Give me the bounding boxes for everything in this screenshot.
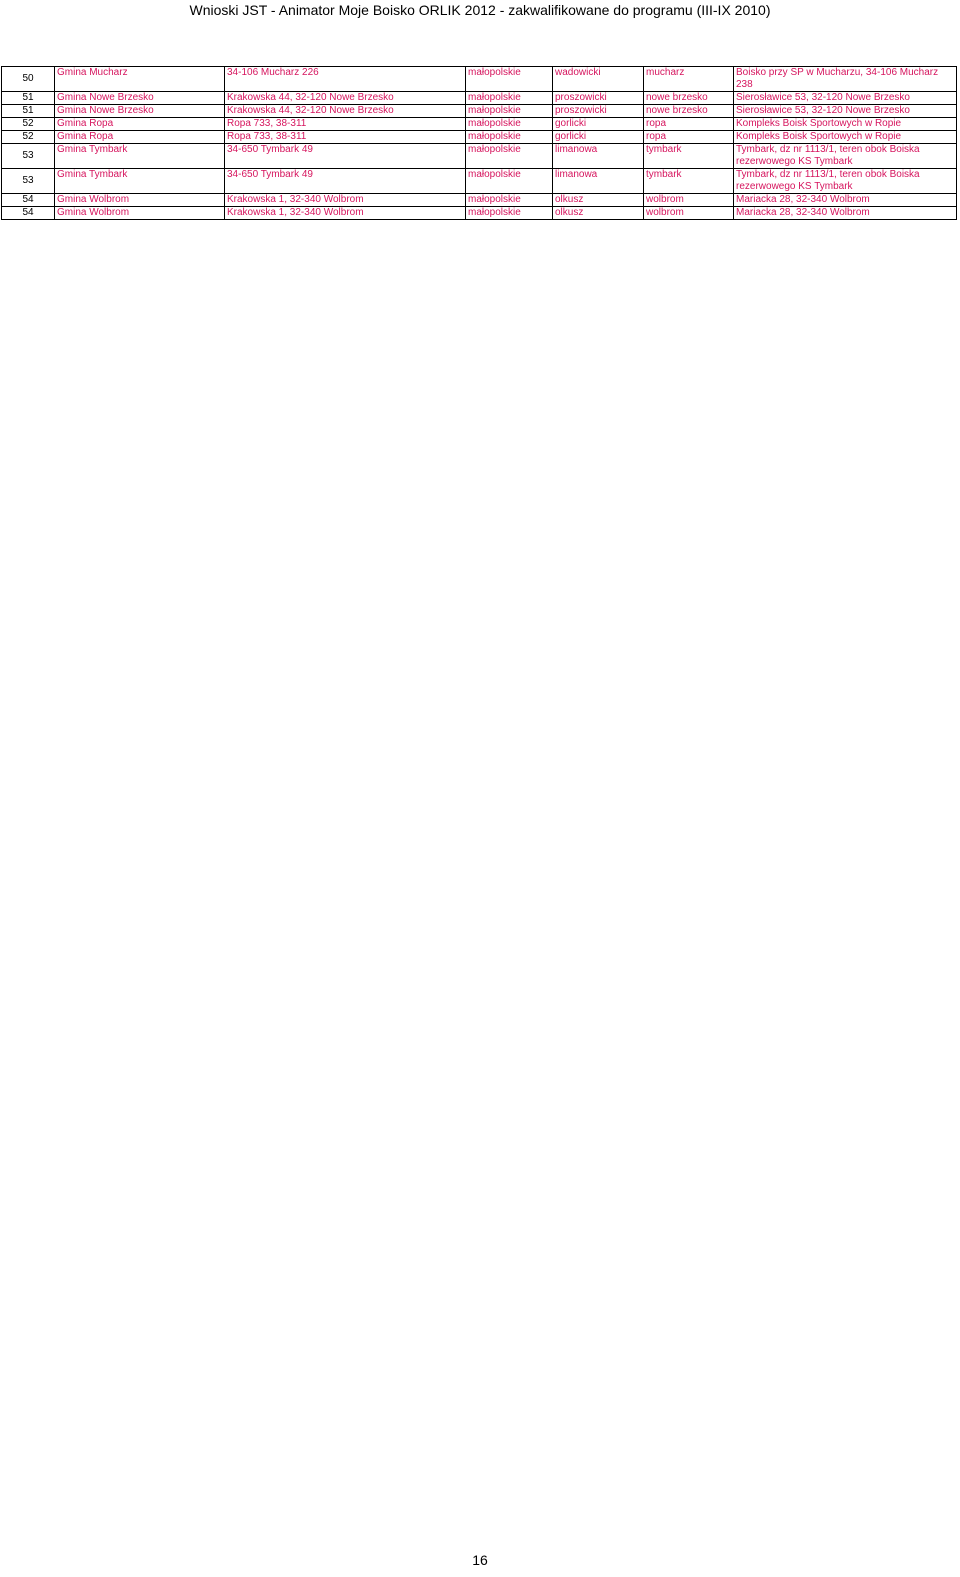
row-applicant-address: Krakowska 44, 32-120 Nowe Brzesko bbox=[225, 105, 466, 118]
row-commune: ropa bbox=[644, 131, 734, 144]
applications-table bbox=[1, 66, 957, 220]
row-county: limanowa bbox=[553, 144, 644, 169]
table-row bbox=[2, 92, 957, 105]
row-facility-address: Mariacka 28, 32-340 Wolbrom bbox=[734, 207, 957, 220]
row-county: proszowicki bbox=[553, 105, 644, 118]
row-voivodeship: małopolskie bbox=[466, 118, 553, 131]
row-commune: wolbrom bbox=[644, 194, 734, 207]
row-voivodeship: małopolskie bbox=[466, 207, 553, 220]
row-voivodeship: małopolskie bbox=[466, 105, 553, 118]
row-commune: tymbark bbox=[644, 169, 734, 194]
table-row bbox=[2, 144, 957, 169]
table-row bbox=[2, 169, 957, 194]
row-lp: 52 bbox=[2, 131, 55, 144]
row-applicant: Gmina Ropa bbox=[55, 118, 225, 131]
row-voivodeship: małopolskie bbox=[466, 144, 553, 169]
row-voivodeship: małopolskie bbox=[466, 131, 553, 144]
row-applicant: Gmina Ropa bbox=[55, 131, 225, 144]
page-header-title: Wnioski JST - Animator Moje Boisko ORLIK 2012 - zakwalifikowane do programu (III-IX 2010) bbox=[189, 2, 771, 18]
table-row bbox=[2, 194, 957, 207]
row-county: olkusz bbox=[553, 194, 644, 207]
row-commune: nowe brzesko bbox=[644, 92, 734, 105]
row-lp: 54 bbox=[2, 207, 55, 220]
row-applicant: Gmina Tymbark bbox=[55, 169, 225, 194]
table-row bbox=[2, 118, 957, 131]
row-applicant-address: 34-650 Tymbark 49 bbox=[225, 144, 466, 169]
row-applicant: Gmina Tymbark bbox=[55, 144, 225, 169]
page-number: 16 bbox=[472, 1552, 488, 1568]
row-commune: ropa bbox=[644, 118, 734, 131]
row-commune: mucharz bbox=[644, 67, 734, 92]
row-applicant-address: Ropa 733, 38-311 bbox=[225, 118, 466, 131]
row-lp: 51 bbox=[2, 105, 55, 118]
table-row bbox=[2, 207, 957, 220]
row-applicant-address: Ropa 733, 38-311 bbox=[225, 131, 466, 144]
row-facility-address: Tymbark, dz nr 1113/1, teren obok Boiska rezerwowego KS Tymbark bbox=[734, 144, 957, 169]
row-county: proszowicki bbox=[553, 92, 644, 105]
row-commune: nowe brzesko bbox=[644, 105, 734, 118]
applications-table-body bbox=[2, 67, 957, 220]
row-applicant: Gmina Wolbrom bbox=[55, 194, 225, 207]
row-facility-address: Kompleks Boisk Sportowych w Ropie bbox=[734, 118, 957, 131]
row-applicant: Gmina Nowe Brzesko bbox=[55, 92, 225, 105]
row-applicant: Gmina Nowe Brzesko bbox=[55, 105, 225, 118]
row-facility-address: Mariacka 28, 32-340 Wolbrom bbox=[734, 194, 957, 207]
row-county: wadowicki bbox=[553, 67, 644, 92]
row-facility-address: Sierosławice 53, 32-120 Nowe Brzesko bbox=[734, 92, 957, 105]
row-facility-address: Sierosławice 53, 32-120 Nowe Brzesko bbox=[734, 105, 957, 118]
row-applicant-address: Krakowska 44, 32-120 Nowe Brzesko bbox=[225, 92, 466, 105]
table-row bbox=[2, 131, 957, 144]
row-facility-address: Boisko przy SP w Mucharzu, 34-106 Mucharz 238 bbox=[734, 67, 957, 92]
row-applicant-address: Krakowska 1, 32-340 Wolbrom bbox=[225, 194, 466, 207]
row-facility-address: Tymbark, dz nr 1113/1, teren obok Boiska rezerwowego KS Tymbark bbox=[734, 169, 957, 194]
table-row bbox=[2, 105, 957, 118]
row-facility-address: Kompleks Boisk Sportowych w Ropie bbox=[734, 131, 957, 144]
row-voivodeship: małopolskie bbox=[466, 169, 553, 194]
row-voivodeship: małopolskie bbox=[466, 67, 553, 92]
row-lp: 51 bbox=[2, 92, 55, 105]
row-applicant-address: 34-650 Tymbark 49 bbox=[225, 169, 466, 194]
row-commune: wolbrom bbox=[644, 207, 734, 220]
row-county: gorlicki bbox=[553, 131, 644, 144]
row-lp: 50 bbox=[2, 67, 55, 92]
row-county: olkusz bbox=[553, 207, 644, 220]
table-row bbox=[2, 67, 957, 92]
row-applicant: Gmina Wolbrom bbox=[55, 207, 225, 220]
row-lp: 52 bbox=[2, 118, 55, 131]
row-applicant-address: 34-106 Mucharz 226 bbox=[225, 67, 466, 92]
row-lp: 53 bbox=[2, 144, 55, 169]
row-voivodeship: małopolskie bbox=[466, 194, 553, 207]
row-county: gorlicki bbox=[553, 118, 644, 131]
row-voivodeship: małopolskie bbox=[466, 92, 553, 105]
row-county: limanowa bbox=[553, 169, 644, 194]
row-applicant-address: Krakowska 1, 32-340 Wolbrom bbox=[225, 207, 466, 220]
row-lp: 54 bbox=[2, 194, 55, 207]
row-lp: 53 bbox=[2, 169, 55, 194]
row-applicant: Gmina Mucharz bbox=[55, 67, 225, 92]
row-commune: tymbark bbox=[644, 144, 734, 169]
